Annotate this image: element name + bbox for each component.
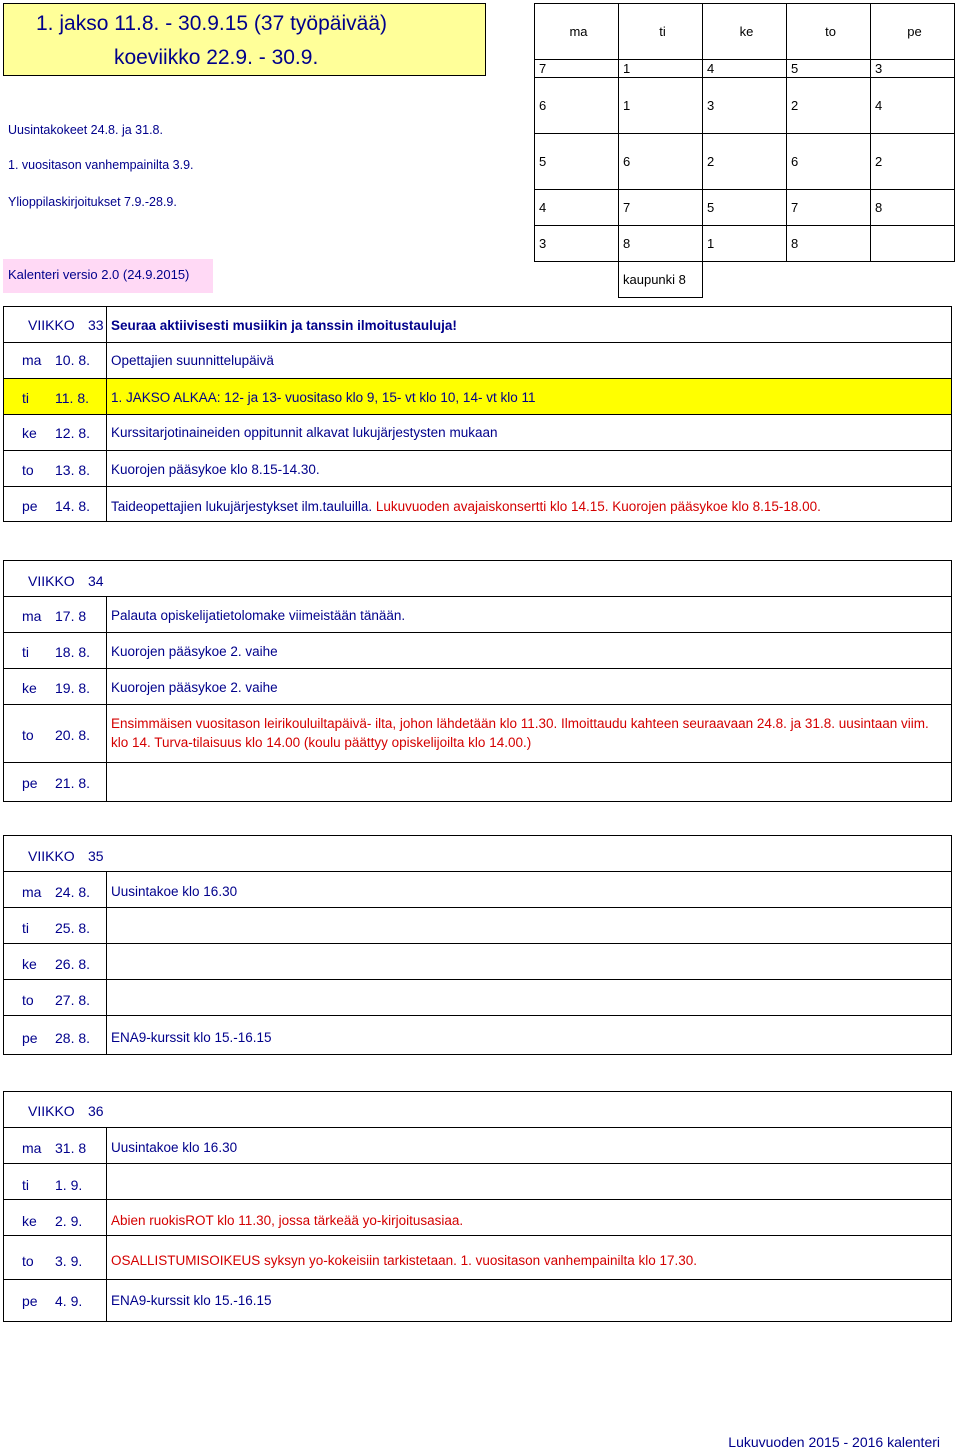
schedule-blank — [787, 262, 871, 298]
day-row — [4, 872, 951, 908]
day-cell — [4, 1280, 107, 1321]
week-number: 33 — [88, 317, 104, 333]
day-name: ma — [22, 884, 42, 900]
day-text: Kuorojen pääsykoe klo 8.15-14.30. — [111, 462, 320, 477]
day-cell — [4, 451, 107, 486]
note-parents-evening: 1. vuositason vanhempainilta 3.9. — [8, 158, 194, 172]
period-title: 1. jakso 11.8. - 30.9.15 (37 työpäivää) — [36, 12, 387, 35]
day-cell — [4, 343, 107, 378]
day-text: ENA9-kurssit klo 15.-16.15 — [111, 1030, 272, 1045]
day-cell — [4, 415, 107, 450]
day-row — [4, 1128, 951, 1164]
schedule-cell — [871, 226, 955, 262]
schedule-cell: 4 — [871, 78, 955, 134]
day-text: Palauta opiskelijatietolomake viimeistään tänään. — [111, 608, 406, 623]
schedule-cell: 6 — [787, 134, 871, 190]
day-name: ti — [22, 390, 29, 406]
week-number: 35 — [88, 848, 104, 864]
schedule-head-ti: ti — [619, 4, 703, 60]
day-date: 11. 8. — [55, 390, 89, 406]
schedule-cell: 3 — [535, 226, 619, 262]
day-text: Kuorojen pääsykoe 2. vaihe — [111, 680, 278, 695]
day-name: ke — [22, 1213, 37, 1229]
day-name: to — [22, 462, 34, 478]
day-name: pe — [22, 1293, 38, 1309]
schedule-cell: 2 — [871, 134, 955, 190]
day-name: ke — [22, 680, 37, 696]
day-cell — [4, 1128, 107, 1163]
day-date: 19. 8. — [55, 680, 91, 696]
day-date: 25. 8. — [55, 920, 91, 936]
day-row — [4, 944, 951, 980]
day-row-highlight — [4, 379, 951, 415]
day-row — [4, 705, 951, 763]
day-cell — [4, 379, 107, 414]
week-34 — [3, 560, 952, 802]
day-row — [4, 669, 951, 705]
week-label-cell — [4, 836, 107, 871]
day-text-important: Abien ruokisROT klo 11.30, jossa tärkeää yo-kirjoitusasiaa. — [111, 1213, 464, 1228]
day-text: Uusintakoe klo 16.30 — [111, 884, 238, 899]
day-text-important: Ensimmäisen vuositason leirikouluiltapäivä- ilta, johon lähdetään klo 11.30. Ilmoittaudu kahteen seuraavaan 24.8. ja 31.8. uusintaan viim. klo 14. Turva-tilaisuus klo 14.00 (koulu päättyy opiskelijoilta klo 14.00.) — [111, 716, 929, 750]
schedule-cell: 7 — [787, 190, 871, 226]
day-cell — [4, 1200, 107, 1235]
week-label-cell — [4, 307, 107, 342]
day-date: 28. 8. — [55, 1030, 91, 1046]
week-number: 34 — [88, 573, 104, 589]
day-cell — [4, 944, 107, 979]
week-33 — [3, 306, 952, 522]
day-text — [111, 497, 943, 516]
day-name: to — [22, 727, 34, 743]
day-name: pe — [22, 498, 38, 514]
version-badge — [3, 259, 213, 293]
week-header — [4, 1092, 951, 1128]
schedule-head-to: to — [787, 4, 871, 60]
week-label-cell — [4, 561, 107, 596]
schedule-cell: 6 — [619, 134, 703, 190]
day-cell — [4, 908, 107, 943]
day-date: 14. 8. — [55, 498, 91, 514]
day-name: to — [22, 992, 34, 1008]
day-date: 12. 8. — [55, 425, 91, 441]
day-name: ma — [22, 1140, 42, 1156]
week-label: VIIKKO — [28, 573, 75, 589]
day-text: Kuorojen pääsykoe 2. vaihe — [111, 644, 278, 659]
day-row — [4, 980, 951, 1016]
day-name: pe — [22, 1030, 38, 1046]
day-date: 10. 8. — [55, 352, 91, 368]
week-note: Seuraa aktiivisesti musiikin ja tanssin ilmoitustauluja! — [111, 318, 457, 333]
week-label: VIIKKO — [28, 317, 75, 333]
week-label: VIIKKO — [28, 848, 75, 864]
kaupunki-cell: kaupunki 8 — [619, 262, 703, 298]
schedule-blank — [535, 262, 619, 298]
day-cell — [4, 763, 107, 801]
day-date: 17. 8 — [55, 608, 87, 624]
day-date: 2. 9. — [55, 1213, 83, 1229]
day-row — [4, 1280, 951, 1321]
exam-week-title: koeviikko 22.9. - 30.9. — [114, 46, 319, 69]
day-row — [4, 633, 951, 669]
version-text: Kalenteri versio 2.0 (24.9.2015) — [8, 267, 190, 282]
day-name: ti — [22, 644, 29, 660]
day-date: 24. 8. — [55, 884, 91, 900]
day-name: ti — [22, 920, 29, 936]
schedule-cell: 5 — [787, 60, 871, 78]
day-row — [4, 1016, 951, 1054]
day-row — [4, 415, 951, 451]
day-name: ke — [22, 425, 37, 441]
week-label-cell — [4, 1092, 107, 1127]
schedule-cell: 2 — [787, 78, 871, 134]
day-date: 20. 8. — [55, 727, 91, 743]
day-date: 4. 9. — [55, 1293, 83, 1309]
schedule-cell: 8 — [619, 226, 703, 262]
schedule-blank — [871, 262, 955, 298]
day-cell — [4, 705, 107, 762]
day-name: pe — [22, 775, 38, 791]
schedule-cell: 5 — [535, 134, 619, 190]
schedule-head-ke: ke — [703, 4, 787, 60]
day-text-important: Lukuvuoden avajaiskonsertti klo 14.15. Kuorojen pääsykoe klo 8.15-18.00. — [372, 499, 821, 514]
day-text: Opettajien suunnittelupäivä — [111, 353, 274, 368]
week-label: VIIKKO — [28, 1103, 75, 1119]
day-cell — [4, 1236, 107, 1279]
note-matriculation: Ylioppilaskirjoitukset 7.9.-28.9. — [8, 195, 177, 209]
day-row — [4, 597, 951, 633]
day-cell — [4, 1016, 107, 1054]
schedule-cell: 5 — [703, 190, 787, 226]
day-cell — [4, 1164, 107, 1199]
day-name: ti — [22, 1177, 29, 1193]
note-retakes: Uusintakokeet 24.8. ja 31.8. — [8, 123, 163, 137]
schedule-cell: 2 — [703, 134, 787, 190]
schedule-cell: 3 — [703, 78, 787, 134]
day-row — [4, 487, 951, 521]
day-cell — [4, 597, 107, 632]
day-date: 26. 8. — [55, 956, 91, 972]
day-cell — [4, 487, 107, 521]
day-date: 3. 9. — [55, 1253, 83, 1269]
schedule-cell: 7 — [619, 190, 703, 226]
schedule-cell: 3 — [871, 60, 955, 78]
day-text: 1. JAKSO ALKAA: 12- ja 13- vuositaso klo 9, 15- vt klo 10, 14- vt klo 11 — [111, 390, 536, 405]
schedule-cell: 7 — [535, 60, 619, 78]
day-row — [4, 343, 951, 379]
schedule-blank — [703, 262, 787, 298]
period-title-box — [3, 3, 486, 76]
day-text-important: OSALLISTUMISOIKEUS syksyn yo-kokeisiin tarkistetaan. 1. vuositason vanhempainilta klo 17.30. — [111, 1253, 698, 1268]
schedule-head-ma: ma — [535, 4, 619, 60]
day-name: to — [22, 1253, 34, 1269]
day-date: 18. 8. — [55, 644, 91, 660]
day-text: Uusintakoe klo 16.30 — [111, 1140, 238, 1155]
week-number: 36 — [88, 1103, 104, 1119]
day-cell — [4, 872, 107, 907]
schedule-cell: 1 — [619, 60, 703, 78]
schedule-cell: 8 — [871, 190, 955, 226]
schedule-cell: 4 — [535, 190, 619, 226]
day-text: ENA9-kurssit klo 15.-16.15 — [111, 1293, 272, 1308]
week-header — [4, 836, 951, 872]
day-name: ma — [22, 352, 42, 368]
day-date: 27. 8. — [55, 992, 91, 1008]
schedule-cell: 4 — [703, 60, 787, 78]
week-36 — [3, 1091, 952, 1322]
schedule-cell: 1 — [703, 226, 787, 262]
day-date: 21. 8. — [55, 775, 91, 791]
day-cell — [4, 669, 107, 704]
schedule-cell: 1 — [619, 78, 703, 134]
schedule-head-pe: pe — [871, 4, 955, 60]
day-row — [4, 1236, 951, 1280]
day-date: 31. 8 — [55, 1140, 87, 1156]
schedule-cell: 8 — [787, 226, 871, 262]
week-header — [4, 561, 951, 597]
day-date: 13. 8. — [55, 462, 91, 478]
schedule-cell: 6 — [535, 78, 619, 134]
day-text-part: Taideopettajien lukujärjestykset ilm.tauluilla. — [111, 499, 373, 514]
day-cell — [4, 633, 107, 668]
week-35 — [3, 835, 952, 1055]
day-row — [4, 1200, 951, 1236]
day-name: ke — [22, 956, 37, 972]
day-row — [4, 908, 951, 944]
day-row — [4, 451, 951, 487]
day-name: ma — [22, 608, 42, 624]
day-row — [4, 1164, 951, 1200]
week-header — [4, 307, 951, 343]
day-row — [4, 763, 951, 801]
day-date: 1. 9. — [55, 1177, 83, 1193]
day-text: Kurssitarjotinaineiden oppitunnit alkavat lukujärjestysten mukaan — [111, 425, 498, 440]
schedule-table — [534, 3, 955, 298]
day-cell — [4, 980, 107, 1015]
footer-title: Lukuvuoden 2015 - 2016 kalenteri — [728, 1434, 940, 1450]
